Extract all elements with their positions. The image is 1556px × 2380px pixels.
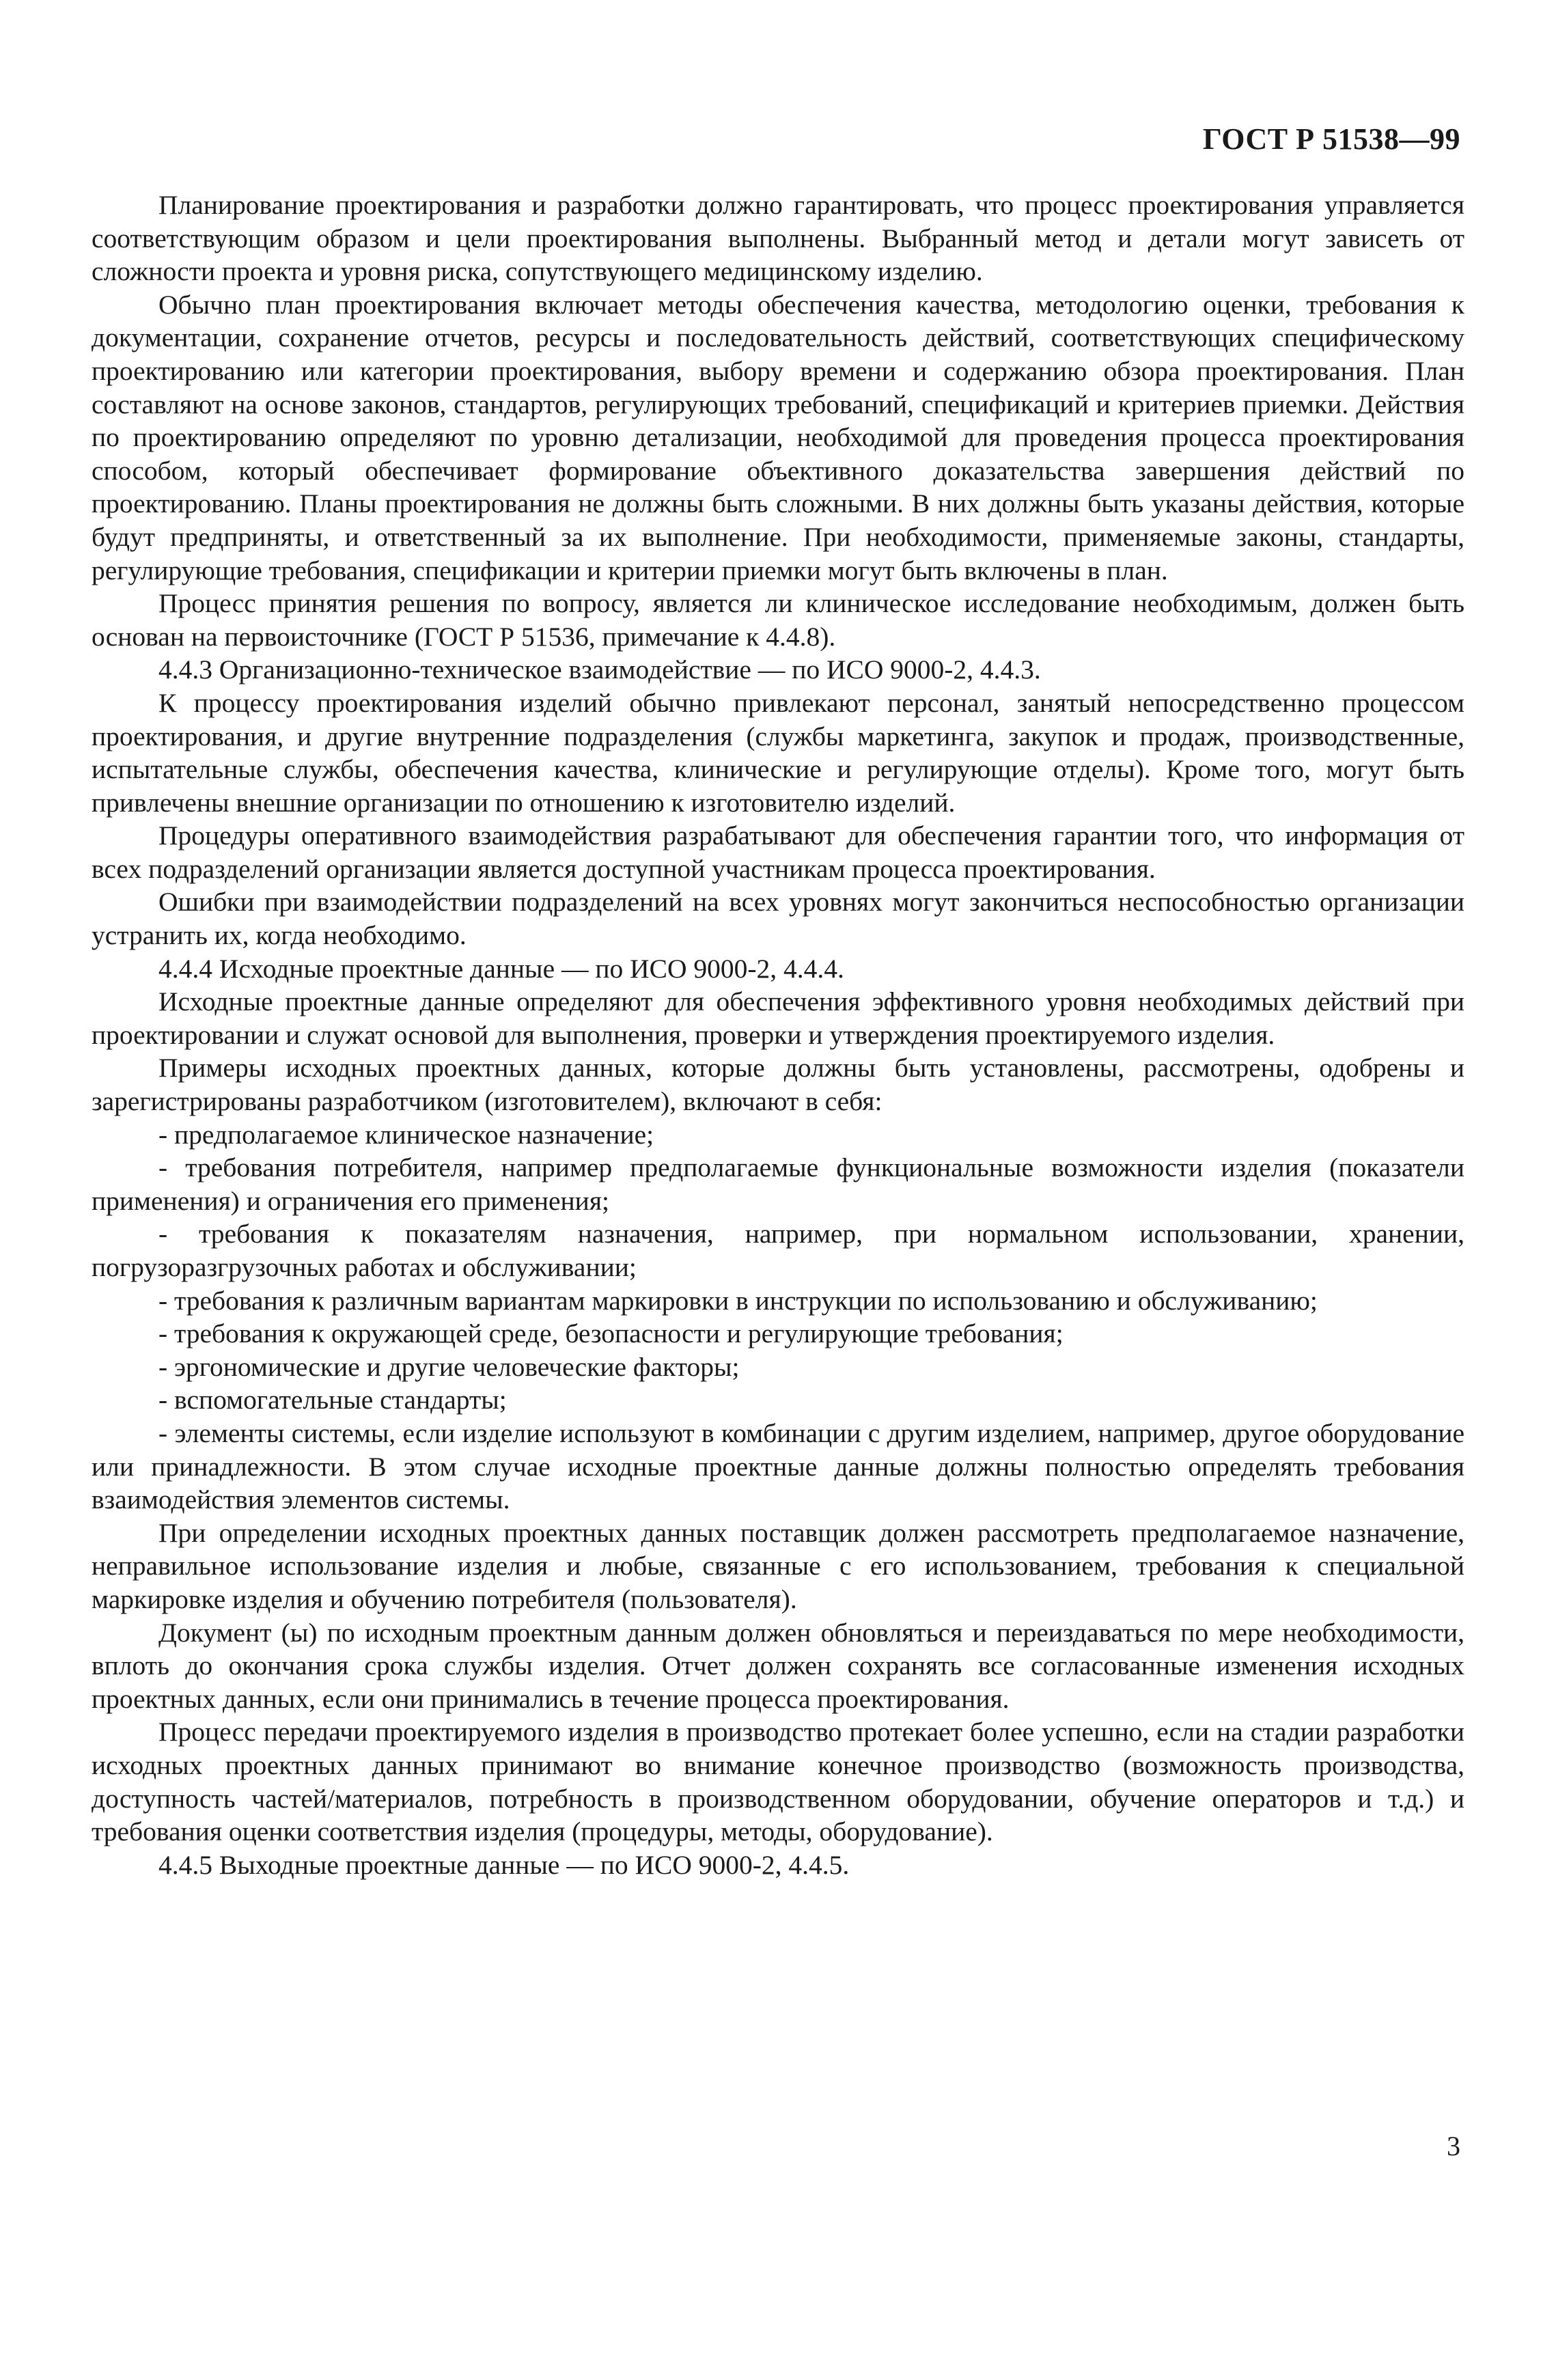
paragraph: Процедуры оперативного взаимодействия разрабатывают для обеспечения гарантии того, что информация от всех подразделений организации является доступной участникам процесса проектирования.	[92, 820, 1464, 884]
list-item: - вспомогательные стандарты;	[158, 1385, 507, 1415]
list-item: - требования потребителя, например предполагаемые функциональные возможности изделия (показатели применения) и ограничения его применения;	[92, 1152, 1464, 1216]
document-body	[92, 189, 1464, 1881]
paragraph: Процесс передачи проектируемого изделия в производство протекает более успешно, если на стадии разработки исходных проектных данных принимают во внимание конечное производство (возможность производства, доступность частей/материалов, потребность в производственном оборудовании, обучение операторов и т.д.) и требования оценки соответствия изделия (процедуры, методы, оборудование).	[92, 1717, 1464, 1847]
list-item: - требования к показателям назначения, например, при нормальном использовании, хранении, погрузоразгрузочных работах и обслуживании;	[92, 1219, 1464, 1282]
list-item: - предполагаемое клиническое назначение;	[158, 1119, 654, 1150]
paragraph: Планирование проектирования и разработки должно гарантировать, что процесс проектирования управляется соответствующим образом и цели проектирования выполнены. Выбранный метод и детали могут зависеть от сложности проекта и уровня риска, сопутствующего медицинскому изделию.	[92, 190, 1464, 287]
paragraph: К процессу проектирования изделий обычно привлекают персонал, занятый непосредственно процессом проектирования, и другие внутренние подразделения (службы маркетинга, закупок и продаж, производственные, испытательные службы, обеспечения качества, клинические и регулирующие отделы). Кроме того, могут быть привлечены внешние организации по отношению к изготовителю изделий.	[92, 687, 1464, 818]
section-heading: 4.4.3 Организационно-техническое взаимодействие — по ИСО 9000-2, 4.4.3.	[158, 654, 1041, 685]
paragraph: Исходные проектные данные определяют для обеспечения эффективного уровня необходимых действий при проектировании и служат основой для выполнения, проверки и утверждения проектируемого изделия.	[92, 986, 1464, 1050]
paragraph: Обычно план проектирования включает методы обеспечения качества, методологию оценки, требования к документации, сохранение отчетов, ресурсы и последовательность действий, соответствующих специфическому проектированию или категории проектирования, выбору времени и содержанию обзора проектирования. План составляют на основе законов, стандартов, регулирующих требований, спецификаций и критериев приемки. Действия по проектированию определяют по уровню детализации, необходимой для проведения процесса проектирования способом, который обеспечивает формирование объективного доказательства завершения действий по проектированию. Планы проектирования не должны быть сложными. В них должны быть указаны действия, которые будут предприняты, и ответственный за их выполнение. При необходимости, применяемые законы, стандарты, регулирующие требования, спецификации и критерии приемки могут быть включены в план.	[92, 289, 1464, 585]
paragraph: Ошибки при взаимодействии подразделений на всех уровнях могут закончиться неспособностью организации устранить их, когда необходимо.	[92, 887, 1464, 951]
section-heading: 4.4.4 Исходные проектные данные — по ИСО 9000-2, 4.4.4.	[158, 953, 844, 984]
paragraph: Примеры исходных проектных данных, которые должны быть установлены, рассмотрены, одобрены и зарегистрированы разработчиком (изготовителем), включают в себя:	[92, 1053, 1464, 1117]
paragraph: Процесс принятия решения по вопросу, является ли клиническое исследование необходимым, должен быть основан на первоисточнике (ГОСТ Р 51536, примечание к 4.4.8).	[92, 588, 1464, 652]
document-header: ГОСТ Р 51538—99	[1202, 122, 1460, 156]
page-number: 3	[1447, 2131, 1460, 2161]
list-item: - требования к окружающей среде, безопасности и регулирующие требования;	[158, 1318, 1064, 1349]
paragraph: Документ (ы) по исходным проектным данным должен обновляться и переиздаваться по мере необходимости, вплоть до окончания срока службы изделия. Отчет должен сохранять все согласованные изменения исходных проектных данных, если они принимались в течение процесса проектирования.	[92, 1617, 1464, 1714]
paragraph: При определении исходных проектных данных поставщик должен рассмотреть предполагаемое назначение, неправильное использование изделия и любые, связанные с его использованием, требования к специальной маркировке изделия и обучению потребителя (пользователя).	[92, 1517, 1464, 1614]
list-item: - требования к различным вариантам маркировки в инструкции по использованию и обслуживанию;	[158, 1285, 1318, 1316]
section-heading: 4.4.5 Выходные проектные данные — по ИСО 9000-2, 4.4.5.	[158, 1849, 850, 1880]
list-item: - эргономические и другие человеческие факторы;	[158, 1351, 740, 1382]
list-item: - элементы системы, если изделие используют в комбинации с другим изделием, например, другое оборудование или принадлежности. В этом случае исходные проектные данные должны полностью определять требования взаимодействия элементов системы.	[92, 1417, 1464, 1515]
